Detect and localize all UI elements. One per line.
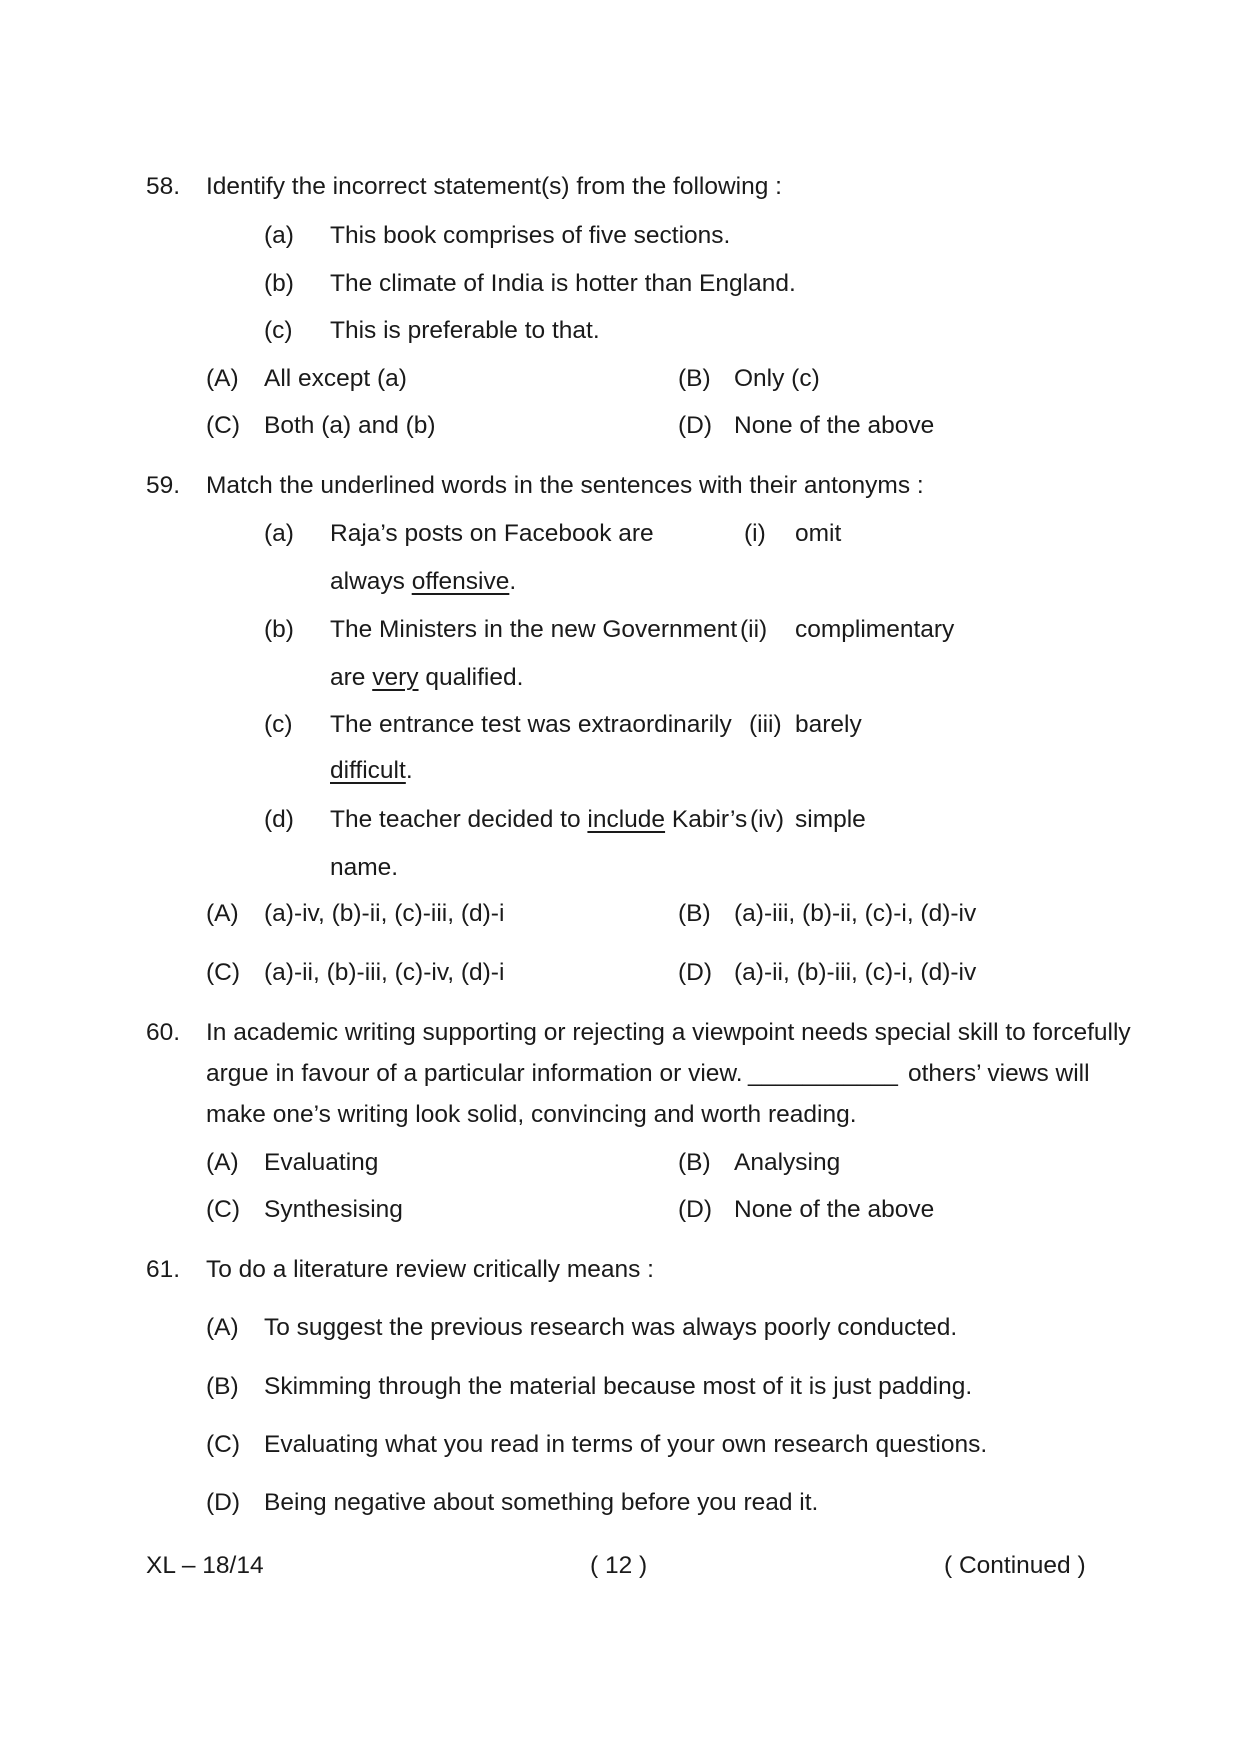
option-text: None of the above (734, 1196, 935, 1223)
option-text: To suggest the previous research was always poorly conducted. (264, 1314, 958, 1341)
statement-text: The climate of India is hotter than England. (330, 270, 796, 297)
statement-label: (a) (264, 222, 294, 249)
sentence-label: (b) (264, 616, 294, 643)
sentence-text-continued: difficult. (330, 757, 413, 784)
option-text: (a)-iii, (b)-ii, (c)-i, (d)-iv (734, 900, 977, 927)
question-stem-line: make one’s writing look solid, convincing and worth reading. (206, 1101, 857, 1128)
antonym-label: (ii) (740, 616, 768, 643)
antonym-label: (iv) (750, 806, 785, 833)
question-stem-line: others’ views will (908, 1060, 1090, 1087)
question-number: 59. (146, 472, 181, 499)
sentence-text: The Ministers in the new Government (330, 616, 738, 643)
option-label: (D) (678, 959, 713, 986)
option-text: (a)-ii, (b)-iii, (c)-i, (d)-iv (734, 959, 977, 986)
antonym-word: barely (795, 711, 862, 738)
sentence-text: The entrance test was extraordinarily (330, 711, 732, 738)
option-label: (C) (206, 959, 241, 986)
option-label: (A) (206, 1314, 239, 1341)
option-text: Skimming through the material because most of it is just padding. (264, 1373, 973, 1400)
option-text: Evaluating what you read in terms of your own research questions. (264, 1431, 988, 1458)
sentence-label: (c) (264, 711, 293, 738)
antonym-word: complimentary (795, 616, 955, 643)
option-text: Evaluating (264, 1149, 379, 1176)
option-text: Synthesising (264, 1196, 403, 1223)
option-label: (B) (678, 365, 711, 392)
option-label: (B) (678, 1149, 711, 1176)
page-number: ( 12 ) (590, 1552, 648, 1579)
option-text: Both (a) and (b) (264, 412, 436, 439)
option-text: All except (a) (264, 365, 407, 392)
sentence-label: (d) (264, 806, 294, 833)
sentence-text-continued: are very qualified. (330, 664, 524, 691)
question-stem-line: argue in favour of a particular information or view. (206, 1060, 743, 1087)
underlined-word: offensive (411, 568, 510, 595)
statement-text: This book comprises of five sections. (330, 222, 731, 249)
option-text: (a)-ii, (b)-iii, (c)-iv, (d)-i (264, 959, 505, 986)
antonym-word: simple (795, 806, 866, 833)
option-label: (D) (206, 1489, 241, 1516)
sentence-text: Raja’s posts on Facebook are (330, 520, 654, 547)
sentence-text-continued: name. (330, 854, 399, 881)
question-stem: Identify the incorrect statement(s) from the following : (206, 173, 782, 200)
option-label: (C) (206, 412, 241, 439)
question-number: 61. (146, 1256, 181, 1283)
option-label: (C) (206, 1196, 241, 1223)
continued-note: ( Continued ) (944, 1552, 1086, 1579)
antonym-label: (i) (744, 520, 766, 547)
question-number: 60. (146, 1019, 181, 1046)
option-text: Being negative about something before you read it. (264, 1489, 819, 1516)
sentence-text-continued: always offensive. (330, 568, 517, 595)
statement-label: (c) (264, 317, 293, 344)
underlined-word: difficult (330, 757, 406, 784)
sentence-text: The teacher decided to include Kabir’s (330, 806, 748, 833)
question-stem: To do a literature review critically means : (206, 1256, 654, 1283)
option-label: (B) (206, 1373, 239, 1400)
option-label: (B) (678, 900, 711, 927)
question-stem-line: In academic writing supporting or rejecting a viewpoint needs special skill to forcefully (206, 1019, 1131, 1046)
statement-label: (b) (264, 270, 294, 297)
statement-text: This is preferable to that. (330, 317, 600, 344)
question-stem: Match the underlined words in the sentences with their antonyms : (206, 472, 924, 499)
antonym-label: (iii) (749, 711, 782, 738)
option-text: None of the above (734, 412, 935, 439)
antonym-word: omit (795, 520, 842, 547)
option-label: (D) (678, 1196, 713, 1223)
option-text: (a)-iv, (b)-ii, (c)-iii, (d)-i (264, 900, 505, 927)
option-label: (A) (206, 1149, 239, 1176)
underlined-word: very (372, 664, 419, 691)
option-label: (A) (206, 365, 239, 392)
option-label: (C) (206, 1431, 241, 1458)
underlined-word: include (587, 806, 666, 833)
fill-in-blank: ___________ (748, 1060, 898, 1087)
option-label: (A) (206, 900, 239, 927)
option-text: Analysing (734, 1149, 841, 1176)
option-text: Only (c) (734, 365, 820, 392)
paper-code: XL – 18/14 (146, 1552, 264, 1579)
sentence-label: (a) (264, 520, 294, 547)
question-number: 58. (146, 173, 181, 200)
option-label: (D) (678, 412, 713, 439)
